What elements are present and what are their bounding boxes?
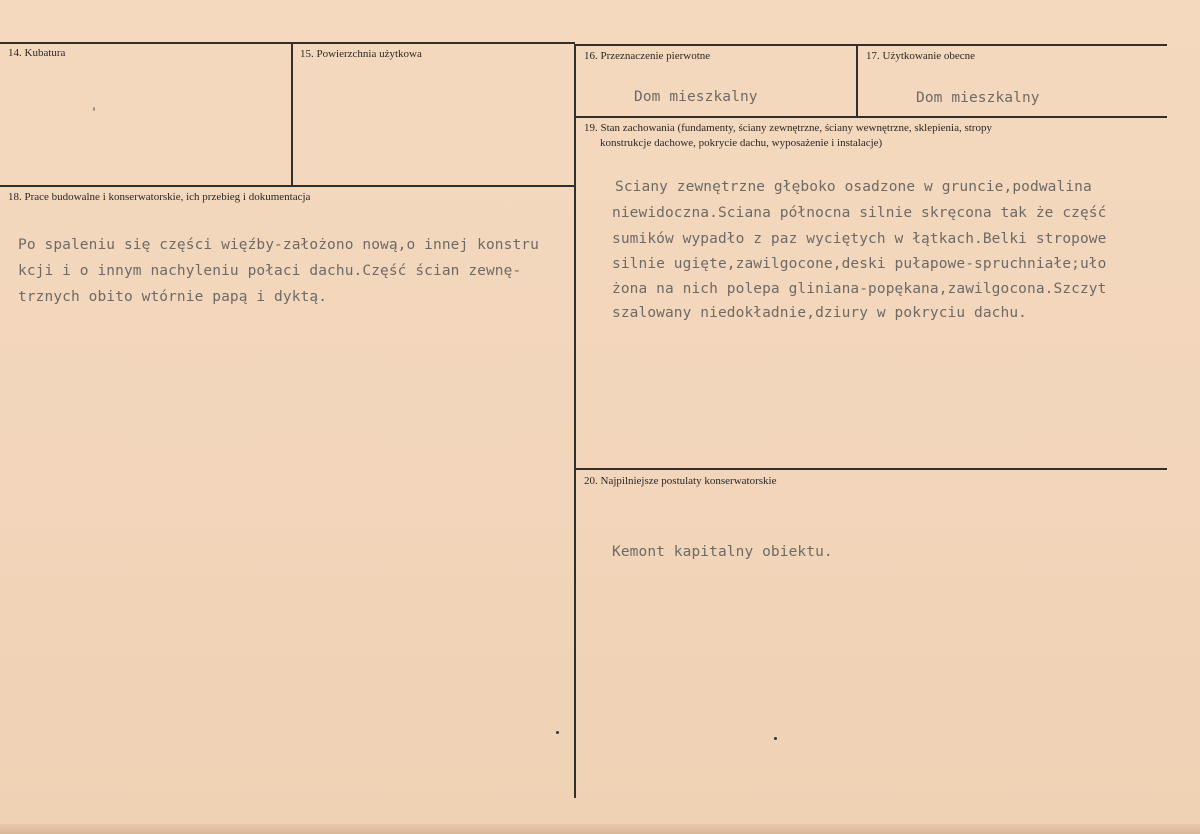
- field-19-line: sumików wypadło z paz wyciętych w łątkach.Belki stropowe: [612, 231, 1107, 247]
- field-20-value[interactable]: Kemont kapitalny obiektu.: [612, 544, 833, 560]
- top-rule-right: [575, 44, 1167, 46]
- ink-dot: [93, 107, 95, 111]
- center-divider: [574, 44, 576, 798]
- rule-above-20: [575, 468, 1167, 470]
- ink-dot: [556, 731, 559, 734]
- field-19-line: silnie ugięte,zawilgocone,deski pułapowe-spruchniałe;uło: [612, 256, 1107, 272]
- card-bottom-edge: [0, 824, 1200, 834]
- field-19-label-line1: 19. Stan zachowania (fundamenty, ściany zewnętrzne, ściany wewnętrzne, sklepienia, stropy: [584, 122, 992, 134]
- field-18-line: kcji i o innym nachyleniu połaci dachu.Część ścian zewnę-: [18, 263, 522, 279]
- field-17-label: 17. Użytkowanie obecne: [866, 50, 976, 62]
- field-17-value[interactable]: Dom mieszkalny: [916, 90, 1040, 106]
- field-18-line: Po spaleniu się części więźby-założono nową,o innej konstru: [18, 237, 539, 253]
- field-19-label-line2: konstrukcje dachowe, pokrycie dachu, wyposażenie i instalacje): [600, 137, 883, 149]
- field-19-line: szalowany niedokładnie,dziury w pokryciu dachu.: [612, 305, 1027, 321]
- field-16-label: 16. Przeznaczenie pierwotne: [584, 50, 711, 62]
- ink-dot: [774, 737, 777, 740]
- divider-14-15: [291, 42, 293, 185]
- field-15-label: 15. Powierzchnia użytkowa: [300, 48, 422, 60]
- top-rule-left: [0, 42, 575, 44]
- rule-above-19: [575, 116, 1167, 118]
- field-19-line: żona na nich polepa gliniana-popękana,zawilgocona.Szczyt: [612, 281, 1107, 297]
- field-14-label: 14. Kubatura: [8, 47, 66, 59]
- field-18-label: 18. Prace budowalne i konserwatorskie, ich przebieg i dokumentacja: [8, 191, 311, 203]
- rule-above-18: [0, 185, 575, 187]
- divider-16-17: [856, 44, 858, 116]
- field-19-line: niewidoczna.Sciana północna silnie skręcona tak że część: [612, 205, 1107, 221]
- field-19-line: Sciany zewnętrzne głęboko osadzone w gruncie,podwalina: [615, 179, 1092, 195]
- field-18-line: trznych obito wtórnie papą i dyktą.: [18, 289, 328, 305]
- field-20-label: 20. Najpilniejsze postulaty konserwatorskie: [584, 475, 777, 487]
- field-16-value[interactable]: Dom mieszkalny: [634, 89, 758, 105]
